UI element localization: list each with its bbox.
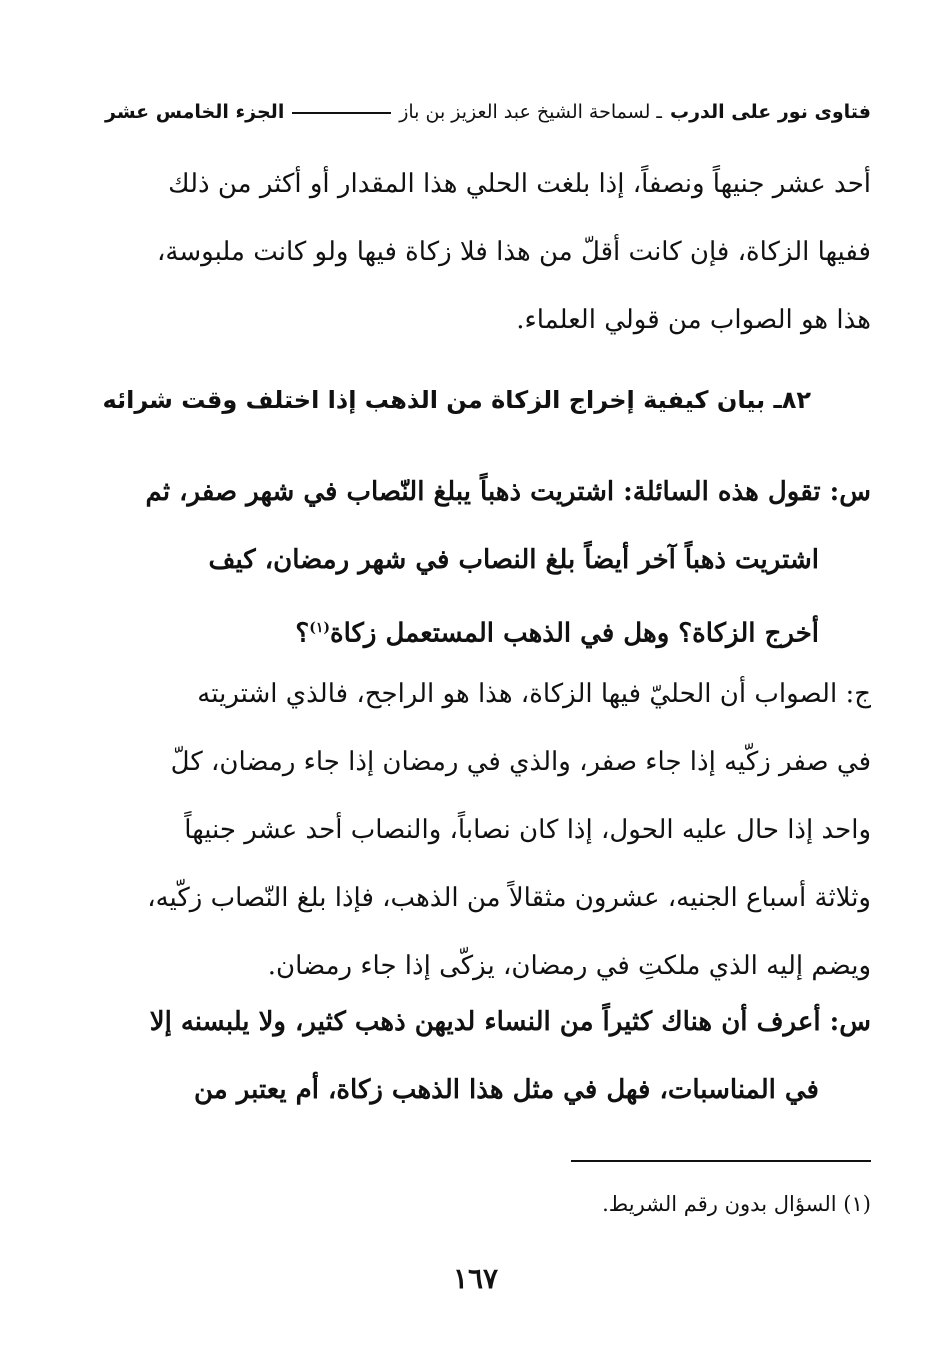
paragraph-line: واحد إذا حال عليه الحول، إذا كان نصاباً، والنصاب أحد عشر جنيهاً	[184, 815, 871, 845]
paragraph-line: وثلاثة أسباع الجنيه، عشرون مثقالاً من الذهب، فإذا بلغ النّصاب زكّيه،	[147, 883, 871, 913]
footnote: (١) السؤال بدون رقم الشريط.	[602, 1192, 871, 1216]
volume-part: الجزء الخامس عشر	[105, 101, 285, 123]
paragraph-line: ففيها الزكاة، فإن كانت أقلّ من هذا فلا زكاة فيها ولو كانت ملبوسة،	[157, 237, 871, 267]
paragraph-line: س: تقول هذه السائلة: اشتريت ذهباً يبلغ النّصاب في شهر صفر، ثم	[145, 477, 871, 507]
question-1	[100, 458, 871, 668]
question-2	[100, 988, 871, 1124]
paragraph-line: في صفر زكّيه إذا جاء صفر، والذي في رمضان إذا جاء رمضان، كلّ	[170, 747, 871, 777]
book-title: فتاوى نور على الدرب	[670, 101, 871, 123]
question-text: أخرج الزكاة؟ وهل في الذهب المستعمل زكاة	[330, 618, 819, 649]
paragraph-line: في المناسبات، فهل في مثل هذا الذهب زكاة، أم يعتبر من	[194, 1075, 819, 1105]
paragraph-line: س: أعرف أن هناك كثيراً من النساء لديهن ذهب كثير، ولا يلبسنه إلا	[149, 1007, 871, 1037]
answer-1	[100, 660, 871, 1000]
paragraph-line: أحد عشر جنيهاً ونصفاً، إذا بلغت الحلي هذا المقدار أو أكثر من ذلك	[168, 169, 871, 199]
section-heading: ٨٢ـ بيان كيفية إخراج الزكاة من الذهب إذا اختلف وقت شرائه	[102, 386, 811, 414]
paragraph-line: ويضم إليه الذي ملكتِ في رمضان، يزكّى إذا جاء رمضان.	[267, 951, 871, 981]
header-rule	[292, 112, 391, 114]
paragraph-line: اشتريت ذهباً آخر أيضاً بلغ النصاب في شهر رمضان، كيف	[208, 545, 819, 575]
page-number: ١٦٧	[452, 1262, 499, 1295]
intro-paragraph	[100, 150, 871, 354]
paragraph-line: ج: الصواب أن الحليّ فيها الزكاة، هذا هو الراجح، فالذي اشتريته	[197, 679, 871, 709]
author-name: ـ لسماحة الشيخ عبد العزيز بن باز	[399, 101, 662, 123]
question-mark: ؟	[295, 618, 310, 649]
footnote-marker[interactable]: (١)	[309, 620, 330, 636]
paragraph-line	[100, 594, 871, 668]
running-header	[105, 96, 871, 128]
footnote-separator	[571, 1160, 871, 1162]
paragraph-line: هذا هو الصواب من قولي العلماء.	[516, 305, 871, 335]
